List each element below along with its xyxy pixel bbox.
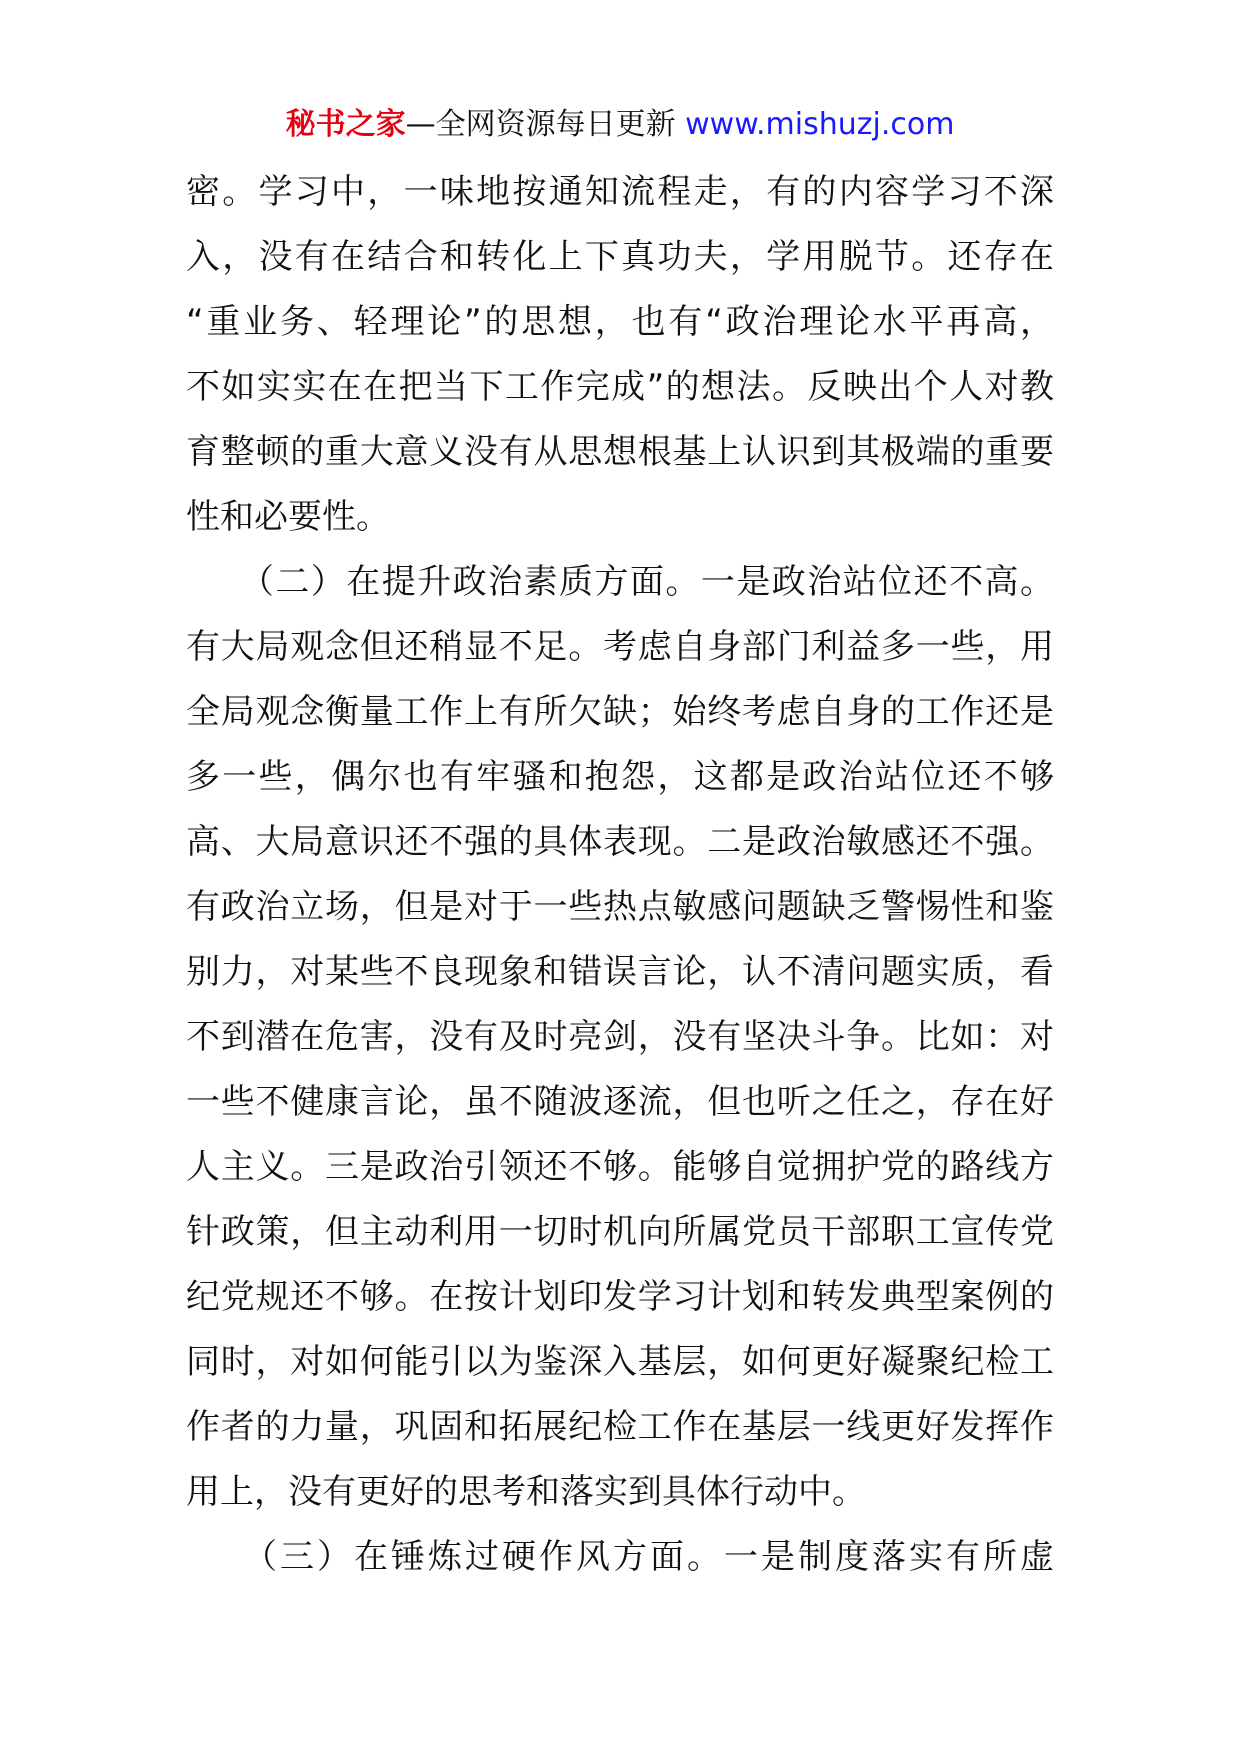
section-heading-line: （三）在锤炼过硬作风方面。一是制度落实有所虚 (186, 1537, 1054, 1577)
text-line: 有政治立场，但是对于一些热点敏感问题缺乏警惕性和鉴 (186, 887, 1054, 927)
section-heading-line: （二）在提升政治素质方面。一是政治站位还不高。 (186, 562, 1054, 602)
text-line: 人主义。三是政治引领还不够。能够自觉拥护党的路线方 (186, 1147, 1054, 1187)
text-line: 针政策，但主动利用一切时机向所属党员干部职工宣传党 (186, 1212, 1054, 1252)
text-line: 育整顿的重大意义没有从思想根基上认识到其极端的重要 (186, 432, 1054, 472)
text-line: 入，没有在结合和转化上下真功夫，学用脱节。还存在 (186, 237, 1054, 277)
text-line: 高、大局意识还不强的具体表现。二是政治敏感还不强。 (186, 822, 1054, 862)
text-line: “重业务、轻理论”的思想，也有“政治理论水平再高， (186, 302, 1054, 342)
text-line: 一些不健康言论，虽不随波逐流，但也听之任之，存在好 (186, 1082, 1054, 1122)
text-line: 纪党规还不够。在按计划印发学习计划和转发典型案例的 (186, 1277, 1054, 1317)
text-line: 同时，对如何能引以为鉴深入基层，如何更好凝聚纪检工 (186, 1342, 1054, 1382)
site-url[interactable]: www.mishuzj.com (685, 107, 955, 142)
text-line: 性和必要性。 (186, 497, 390, 537)
text-line: 作者的力量，巩固和拓展纪检工作在基层一线更好发挥作 (186, 1407, 1054, 1447)
text-line: 别力，对某些不良现象和错误言论，认不清问题实质，看 (186, 952, 1054, 992)
site-brand: 秘书之家 (285, 107, 406, 142)
document-body (186, 160, 1054, 1590)
text-line: 有大局观念但还稍显不足。考虑自身部门利益多一些，用 (186, 627, 1054, 667)
page-header (0, 104, 1240, 146)
text-line: 全局观念衡量工作上有所欠缺；始终考虑自身的工作还是 (186, 692, 1054, 732)
site-slogan: —全网资源每日更新 (405, 107, 686, 142)
text-line: 多一些，偶尔也有牢骚和抱怨，这都是政治站位还不够 (186, 757, 1054, 797)
text-line: 密。学习中，一味地按通知流程走，有的内容学习不深 (186, 172, 1054, 212)
text-line: 用上，没有更好的思考和落实到具体行动中。 (186, 1472, 866, 1512)
text-line: 不如实实在在把当下工作完成”的想法。反映出个人对教 (186, 367, 1054, 407)
text-line: 不到潜在危害，没有及时亮剑，没有坚决斗争。比如：对 (186, 1017, 1054, 1057)
